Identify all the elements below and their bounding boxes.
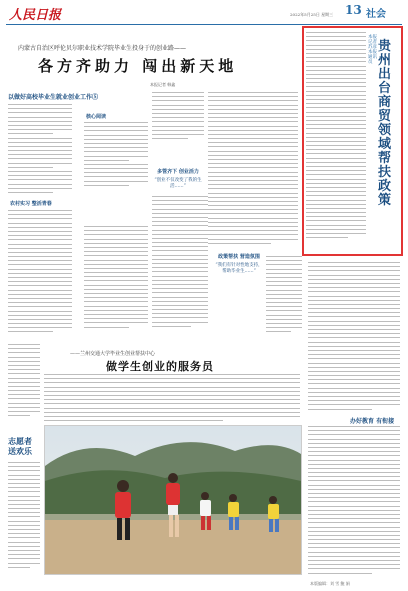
news-photo [44,425,302,575]
column-text [152,196,208,340]
article-two-kicker: ——兰州交通大学毕业生创业帮扶中心 [70,351,156,357]
news-photo-image [45,426,301,574]
side-article-info: 本报记者苏彦 本报通讯员 [368,35,377,65]
sub-heading: 农村实习 整活青春 [10,201,52,207]
core-read-text [84,122,148,222]
article-two-text [44,374,300,422]
quote-two-body: “我们有针对性地支持，帮助毕业生……” [215,263,263,274]
article-headline: 各方齐助力 闯出新天地 [38,57,238,75]
masthead: 人民日报 [9,8,62,23]
section-name: 社会 [366,9,386,20]
page-footer: 本版编辑：刘 雪 鲍 娟 [310,581,350,586]
page-number: 13 [345,3,362,17]
column-text [208,92,298,250]
article-two-headline: 做学生创业的服务员 [106,360,214,373]
right-column-text [308,262,400,412]
article-kicker: 内蒙古自治区呼伦贝尔职业技术学院毕业生投身于的创业路—— [18,45,187,52]
series-heading: 以做好高校毕业生就业创业工作⑤ [8,94,99,101]
article-byline: 本报记者 韩鑫 [150,82,176,87]
core-read-heading: 核心阅读 [86,114,107,120]
column-text [266,256,302,340]
quote-two-title: 政策帮扶 营造氛围 [218,254,260,260]
column-text [84,226,148,340]
quote-box-one [154,168,202,189]
side-article-text [306,32,366,246]
quote-one-body: “创业不仅改变了我的生活……” [154,178,202,189]
right-column-text [308,426,400,576]
photo-caption-text [8,462,40,572]
quote-box-two [215,253,263,274]
photo-caption-heading: 志愿者送欢乐 [8,436,32,456]
column-text [8,210,72,340]
side-article-title: 贵州出台商贸领域帮扶政策 [378,39,392,208]
quote-one-title: 多管齐下 创业活力 [157,169,199,175]
column-text [152,92,204,162]
column-text [8,344,40,424]
dateline: 2022年5月25日 星期三 [290,12,334,17]
intro-text-column [8,104,72,200]
right-sub-heading: 办好教育 有衔接 [350,418,395,425]
header-rule [6,24,402,25]
